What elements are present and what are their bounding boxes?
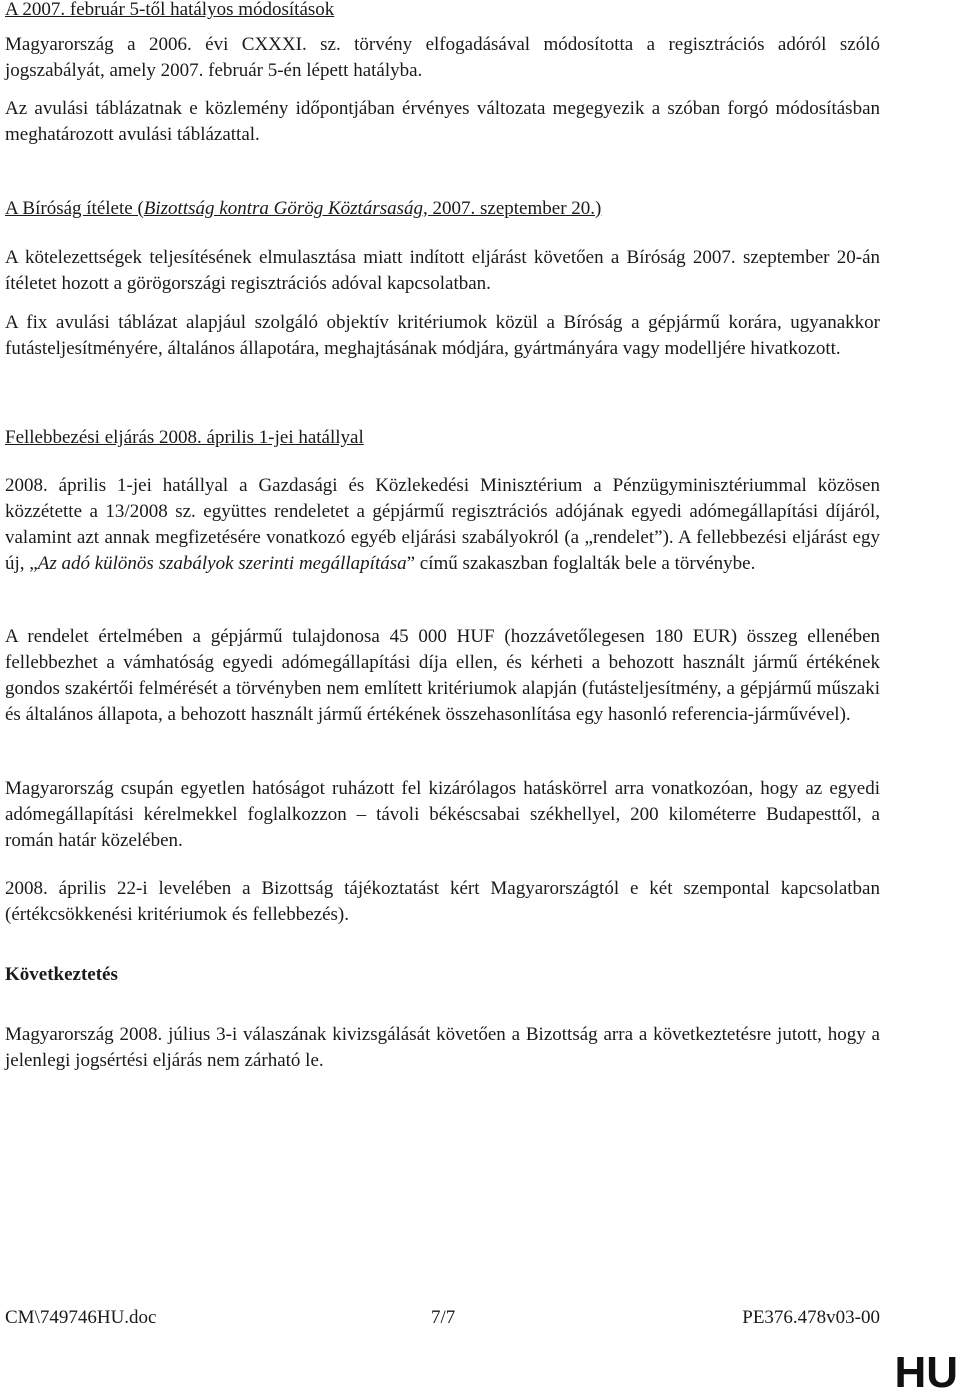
footer-pe-reference: PE376.478v03-00: [742, 1307, 880, 1328]
paragraph-single-authority: Magyarország csupán egyetlen hatóságot ruházott fel kizárólagos hatáskörrel arra vonatkozóan, hogy az egyedi adómegállapítási kérelmekkel foglalkozzon – távoli békéscsabai székhellyel, 200 kilométerre Budapesttől, a román határ közelében.: [5, 778, 880, 851]
paragraph-infringement-judgment: A kötelezettségek teljesítésének elmulasztása miatt indított eljárást követően a Bíróság 2007. szeptember 20-án ítéletet hozott a görögországi regisztrációs adóval kapcsolatban.: [5, 247, 880, 294]
paragraph-depreciation-table: Az avulási táblázatnak e közlemény időpontjában érvényes változata megegyezik a szóban forgó módosításban meghatározott avulási táblázattal.: [5, 98, 880, 145]
paragraph-joint-decree: 2008. április 1-jei hatállyal a Gazdasági és Közlekedési Minisztérium a Pénzügyminisztériummal közösen közzétette a 13/2008 sz. együttes rendeletet a gépjármű regisztrációs adójának egyedi adómegállapítási díjáról, valamint azt annak megfizetésére vonatkozó egyéb eljárási szabályokról (a „rendelet”). A fellebbezési eljárást egy új, „Az adó különös szabályok szerinti megállapítása” című szakaszban foglalták bele a törvénybe.: [5, 475, 880, 574]
paragraph-objective-criteria: A fix avulási táblázat alapjául szolgáló objektív kritériumok közül a Bíróság a gépjármű korára, ugyanakkor futásteljesítményére, általános állapotára, meghajtásának módjára, gyártmányára vagy modelljére hivatkozott.: [5, 312, 880, 359]
section-heading-court-judgment: A Bíróság ítélete (Bizottság kontra Görög Köztársaság, 2007. szeptember 20.): [5, 198, 602, 219]
section-heading-appeal-procedure: Fellebbezési eljárás 2008. április 1-jei hatállyal: [5, 427, 364, 448]
paragraph-law-amendment: Magyarország a 2006. évi CXXXI. sz. törvény elfogadásával módosította a regisztrációs adóról szóló jogszabályát, amely 2007. február 5-én lépett hatályba.: [5, 34, 880, 81]
section-heading-conclusion: Következtetés: [5, 964, 118, 985]
footer-page-number: 7/7: [431, 1307, 456, 1328]
language-code: HU: [894, 1348, 958, 1397]
footer-doc-reference: CM\749746HU.doc: [5, 1307, 157, 1328]
section-heading-amendments: A 2007. február 5-től hatályos módosítások: [5, 0, 335, 20]
page-footer: [5, 1305, 880, 1331]
paragraph-conclusion: Magyarország 2008. július 3-i válaszának kivizsgálását követően a Bizottság arra a következtetésre jutott, hogy a jelenlegi jogsértési eljárás nem zárható le.: [5, 1024, 880, 1071]
paragraph-appeal-fee: A rendelet értelmében a gépjármű tulajdonosa 45 000 HUF (hozzávetőlegesen 180 EUR) összeg ellenében fellebbezhet a vámhatóság egyedi adómegállapítási díja ellen, és kérheti a behozott használt jármű értékének gondos szakértői felmérését a törvényben nem említett kritériumok alapján (futásteljesítmény, a gépjármű műszaki és általános állapota, a behozott használt jármű értékének összehasonlítása egy hasonló referencia-járművével).: [5, 626, 880, 725]
paragraph-commission-letter: 2008. április 22-i levelében a Bizottság tájékoztatást kért Magyarországtól e két szempontal kapcsolatban (értékcsökkenési kritériumok és fellebbezés).: [5, 878, 880, 925]
